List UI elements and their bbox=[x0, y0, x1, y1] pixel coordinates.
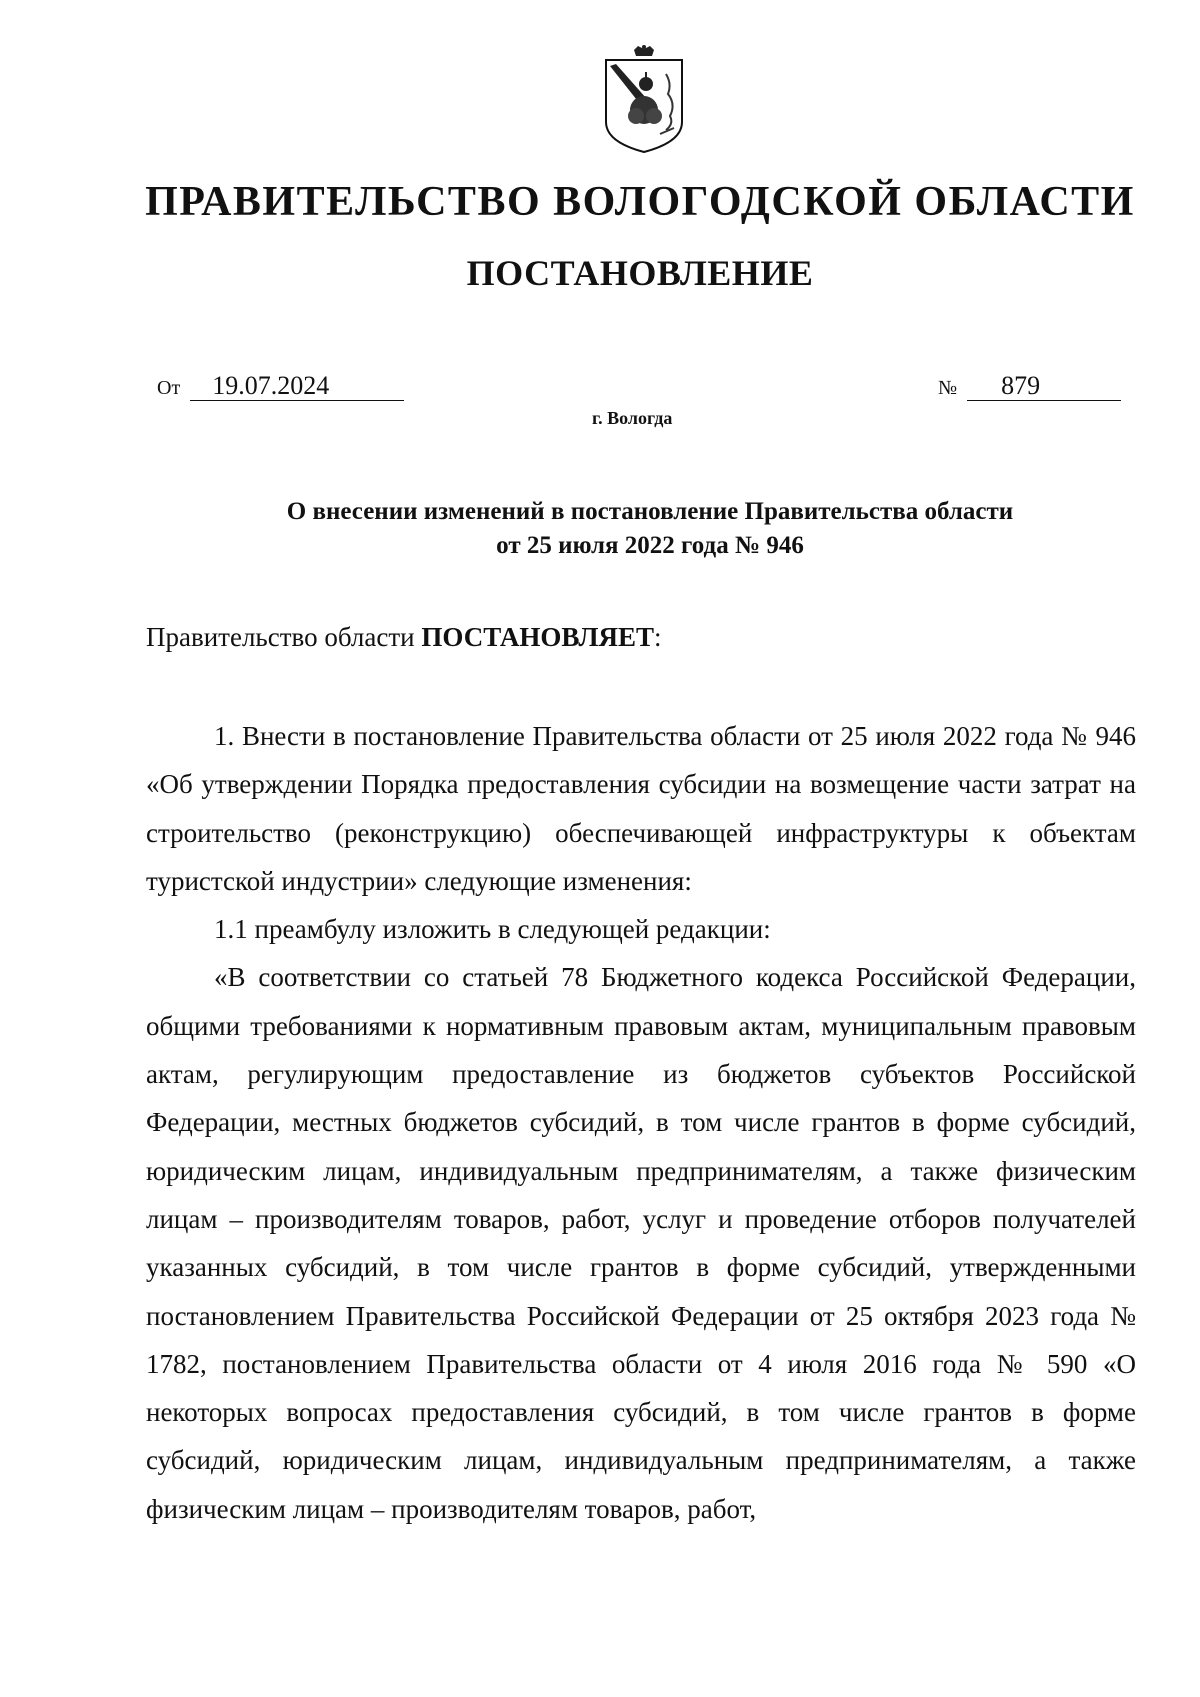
number-field bbox=[938, 372, 1121, 401]
paragraph-preamble-quote: «В соответствии со статьей 78 Бюджетного кодекса Российской Федерации, общими требованиями к нормативным правовым актам, муниципальным правовым актам, регулирующим предоставление из бюджетов субъектов Российской Федерации, местных бюджетов субсидий, в том числе грантов в форме субсидий, юридическим лицам, индивидуальным предпринимателям, а также физическим лицам – производителям товаров, работ, услуг и проведение отборов получателей указанных субсидий, в том числе грантов в форме субсидий, утвержденными постановлением Правительства Российской Федерации от 25 октября 2023 года № 1782, постановлением Правительства области от 4 июля 2016 года № 590 «О некоторых вопросах предоставления субсидий, в том числе грантов в форме субсидий, юридическим лицам, индивидуальным предпринимателям, а также физическим лицам – производителям товаров, работ, bbox=[146, 962, 1136, 1524]
subject-line-2: от 25 июля 2022 года № 946 bbox=[496, 532, 804, 559]
paragraph-1: 1. Внести в постановление Правительства области от 25 июля 2022 года № 946 «Об утверждении Порядка предоставления субсидии на возмещение части затрат на строительство (реконструкцию) обеспечивающей инфраструктуры к объектам туристской индустрии» следующие изменения: bbox=[146, 721, 1136, 896]
document-body bbox=[146, 712, 1136, 1533]
preamble-suffix: : bbox=[653, 622, 662, 652]
date-value: 19.07.2024 bbox=[190, 372, 404, 401]
number-value: 879 bbox=[967, 372, 1121, 401]
document-subject bbox=[150, 495, 1150, 563]
date-field bbox=[157, 372, 404, 401]
preamble-text: Правительство области bbox=[146, 622, 422, 652]
city-label: г. Вологда bbox=[592, 408, 673, 428]
subject-line-1: О внесении изменений в постановление Правительства области bbox=[286, 498, 1014, 525]
paragraph-1-1: 1.1 преамбулу изложить в следующей редакции: bbox=[214, 914, 771, 945]
date-prefix: От bbox=[157, 377, 181, 399]
number-prefix: № bbox=[938, 377, 958, 399]
organization-title: ПРАВИТЕЛЬСТВО ВОЛОГОДСКОЙ ОБЛАСТИ bbox=[145, 179, 1135, 225]
preamble bbox=[146, 622, 662, 653]
preamble-decree: ПОСТАНОВЛЯЕТ bbox=[421, 622, 654, 652]
coat-of-arms-icon bbox=[600, 44, 688, 156]
document-type-title: ПОСТАНОВЛЕНИЕ bbox=[466, 253, 814, 293]
